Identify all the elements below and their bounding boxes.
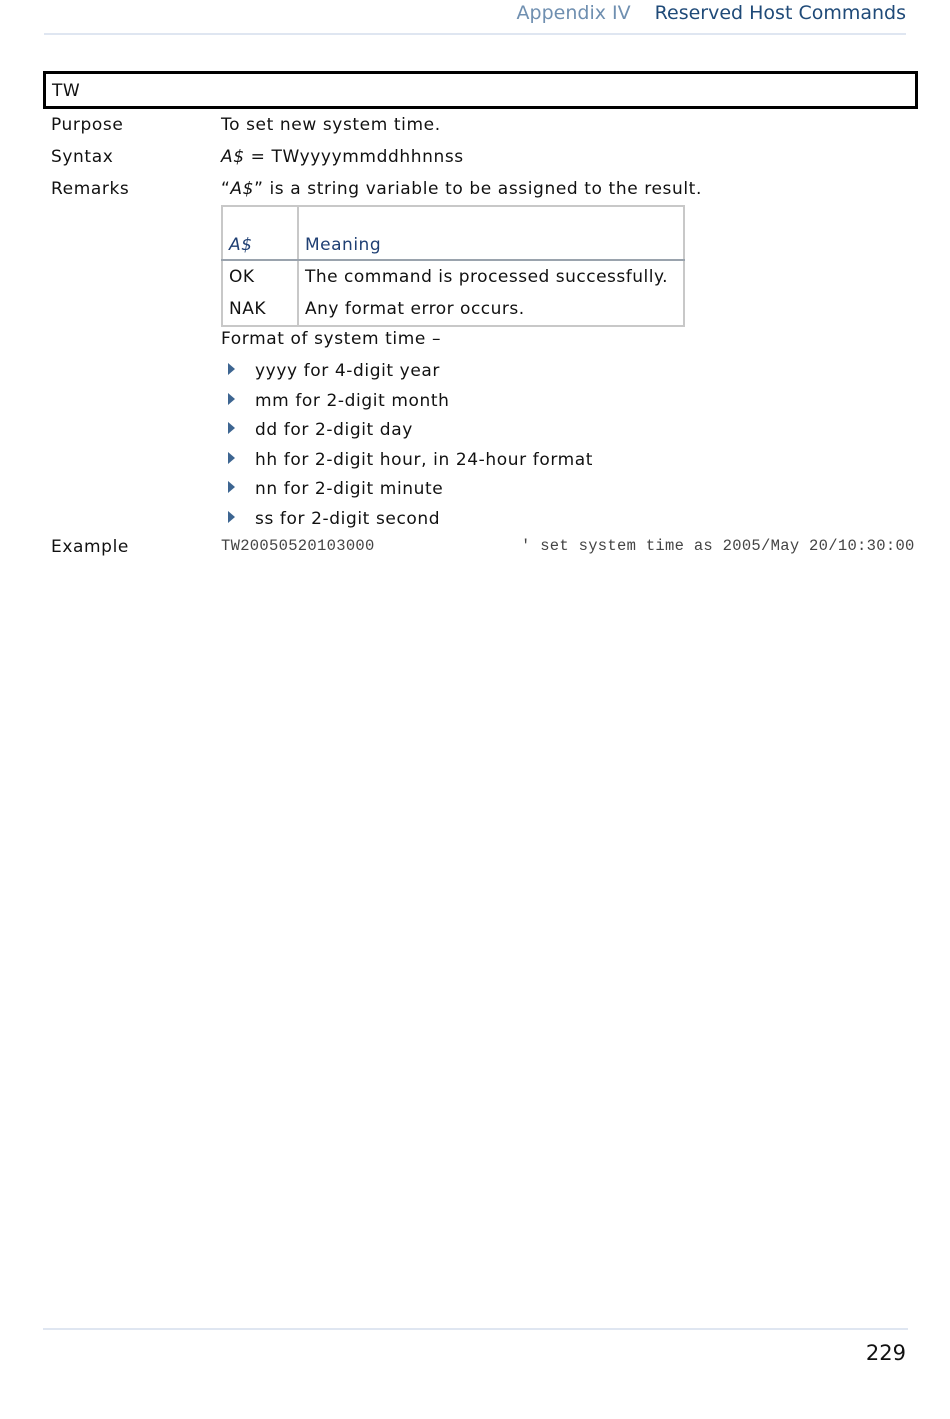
- page-number: 229: [865, 1341, 906, 1365]
- list-item-text: nn for 2-digit minute: [255, 479, 444, 499]
- result-meaning-table: [221, 205, 685, 327]
- list-item-text: mm for 2-digit month: [255, 390, 450, 411]
- page-header: [517, 2, 906, 24]
- triangle-right-icon: [228, 481, 235, 493]
- list-item: [228, 446, 593, 476]
- example-label: Example: [51, 537, 129, 557]
- remarks-variable: A$: [230, 179, 255, 199]
- remarks-value: [221, 179, 702, 199]
- table-cell-meaning: The command is processed successfully.: [305, 267, 668, 287]
- syntax-value: [221, 147, 464, 167]
- table-header-meaning: Meaning: [298, 206, 684, 260]
- table-row: [222, 260, 684, 293]
- remarks-open-quote: “: [221, 179, 231, 199]
- table-row: [222, 293, 684, 326]
- header-divider: [44, 33, 906, 35]
- triangle-right-icon: [228, 422, 235, 434]
- purpose-value: To set new system time.: [221, 115, 441, 135]
- format-intro: Format of system time –: [221, 329, 442, 349]
- section-title: Reserved Host Commands: [654, 2, 906, 24]
- example-code: TW20050520103000: [221, 537, 375, 555]
- syntax-text: = TWyyyymmddhhnnss: [244, 147, 464, 167]
- list-item-text: yyyy for 4-digit year: [255, 361, 440, 381]
- list-item-text: hh for 2-digit hour, in 24-hour format: [255, 449, 594, 470]
- list-item: [228, 475, 593, 505]
- table-cell-meaning: Any format error occurs.: [305, 299, 525, 319]
- example-comment: ' set system time as 2005/May 20/10:30:00: [521, 537, 915, 555]
- appendix-label: Appendix IV: [516, 2, 631, 24]
- list-item: [228, 416, 593, 446]
- table-cell-code: OK: [222, 260, 298, 293]
- purpose-label: Purpose: [51, 115, 124, 135]
- command-title-box: [43, 71, 918, 109]
- triangle-right-icon: [228, 452, 235, 464]
- footer-divider: [43, 1328, 908, 1330]
- list-item-text: ss for 2-digit second: [255, 508, 441, 529]
- table-header-var: A$: [222, 206, 298, 260]
- list-item: [228, 357, 593, 387]
- triangle-right-icon: [228, 393, 235, 405]
- triangle-right-icon: [228, 363, 235, 375]
- command-name: TW: [52, 81, 81, 101]
- remarks-label: Remarks: [51, 179, 130, 199]
- syntax-variable: A$: [221, 147, 245, 167]
- syntax-label: Syntax: [51, 147, 114, 167]
- list-item: [228, 387, 593, 417]
- list-item: [228, 505, 593, 535]
- table-header-row: [222, 206, 684, 260]
- triangle-right-icon: [228, 511, 235, 523]
- format-list: [228, 357, 593, 534]
- table-cell-code: NAK: [222, 293, 298, 326]
- list-item-text: dd for 2-digit day: [255, 420, 413, 440]
- remarks-text: ” is a string variable to be assigned to the result.: [254, 179, 702, 199]
